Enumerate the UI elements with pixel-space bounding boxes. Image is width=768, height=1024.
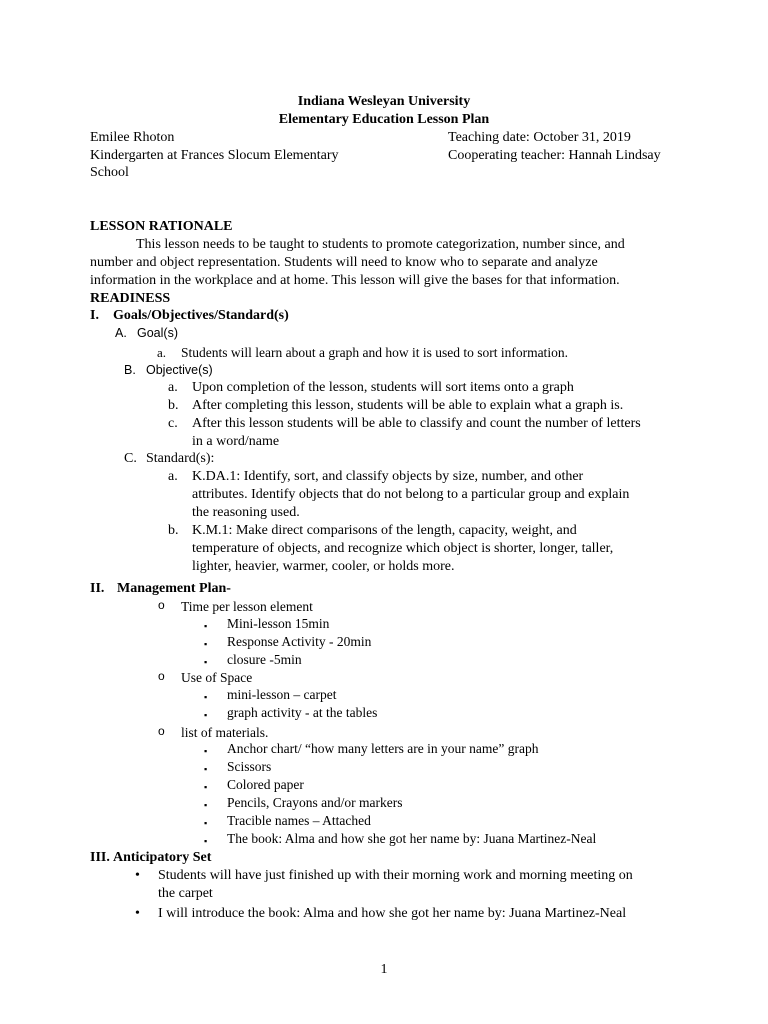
- standard-a-line-1: K.DA.1: Identify, sort, and classify objects by size, number, and other: [192, 469, 584, 484]
- standard-a-letter: a.: [168, 469, 178, 484]
- material-6: The book: Alma and how she got her name by: Juana Martinez-Neal: [227, 831, 597, 846]
- goal-letter: A.: [115, 326, 127, 340]
- square-bullet-icon: ▪: [204, 692, 208, 702]
- objective-c-line-1: After this lesson students will be able to classify and count the number of letters: [192, 416, 641, 431]
- space-item-2: graph activity - at the tables: [227, 705, 378, 720]
- material-5: Tracible names – Attached: [227, 813, 371, 828]
- material-2: Scissors: [227, 759, 272, 774]
- section-1-number: I.: [90, 308, 99, 323]
- standard-letter: C.: [124, 451, 137, 466]
- objective-c-line-2: in a word/name: [192, 434, 280, 449]
- square-bullet-icon: ▪: [204, 710, 208, 720]
- section-2-number: II.: [90, 581, 105, 596]
- page-number: 1: [380, 962, 388, 977]
- plan-title: Elementary Education Lesson Plan: [278, 112, 490, 127]
- square-bullet-icon: ▪: [204, 764, 208, 774]
- time-item-3: closure -5min: [227, 652, 302, 667]
- circle-bullet-icon: o: [158, 669, 165, 683]
- standard-b-line-3: lighter, heavier, warmer, cooler, or holds more.: [192, 559, 455, 574]
- university-title: Indiana Wesleyan University: [297, 94, 471, 109]
- time-item-1: Mini-lesson 15min: [227, 616, 330, 631]
- square-bullet-icon: ▪: [204, 657, 208, 667]
- standard-b-line-1: K.M.1: Make direct comparisons of the length, capacity, weight, and: [192, 523, 577, 538]
- rationale-heading: LESSON RATIONALE: [90, 219, 233, 234]
- material-3: Colored paper: [227, 777, 304, 792]
- objective-heading: Objective(s): [146, 363, 213, 377]
- objective-b-text: After completing this lesson, students will be able to explain what a graph is.: [192, 398, 624, 413]
- standard-heading: Standard(s):: [146, 451, 215, 466]
- square-bullet-icon: ▪: [204, 782, 208, 792]
- square-bullet-icon: ▪: [204, 746, 208, 756]
- teacher-name: Emilee Rhoton: [90, 130, 175, 145]
- space-heading: Use of Space: [181, 670, 253, 685]
- rationale-line-2: number and object representation. Students will need to know who to separate and analyze: [90, 255, 598, 270]
- square-bullet-icon: ▪: [204, 818, 208, 828]
- goal-a-letter: a.: [157, 345, 167, 360]
- time-item-2: Response Activity - 20min: [227, 634, 372, 649]
- rationale-line-1: This lesson needs to be taught to students to promote categorization, number since, and: [136, 237, 625, 252]
- objective-c-letter: c.: [168, 416, 178, 431]
- dot-bullet-icon: •: [135, 868, 140, 883]
- rationale-line-3: information in the workplace and at home. This lesson will give the bases for that information.: [90, 273, 620, 288]
- class-line-2: School: [90, 165, 129, 180]
- goal-a-text: Students will learn about a graph and how it is used to sort information.: [181, 345, 568, 360]
- material-4: Pencils, Crayons and/or markers: [227, 795, 403, 810]
- objective-a-text: Upon completion of the lesson, students will sort items onto a graph: [192, 380, 574, 395]
- section-3-title: Anticipatory Set: [113, 850, 212, 865]
- material-1: Anchor chart/ “how many letters are in your name” graph: [227, 741, 539, 756]
- dot-bullet-icon: •: [135, 906, 140, 921]
- standard-b-line-2: temperature of objects, and recognize which object is shorter, longer, taller,: [192, 541, 614, 556]
- class-line-1: Kindergarten at Frances Slocum Elementary: [90, 148, 339, 163]
- standard-a-line-3: the reasoning used.: [192, 505, 300, 520]
- materials-heading: list of materials.: [181, 725, 269, 740]
- time-heading: Time per lesson element: [181, 599, 313, 614]
- objective-letter: B.: [124, 363, 136, 377]
- readiness-heading: READINESS: [90, 291, 171, 306]
- section-3-number: III.: [90, 850, 110, 865]
- teaching-date: Teaching date: October 31, 2019: [448, 130, 631, 145]
- square-bullet-icon: ▪: [204, 836, 208, 846]
- anticipatory-1-line-2: the carpet: [158, 886, 213, 901]
- cooperating-teacher: Cooperating teacher: Hannah Lindsay: [448, 148, 661, 163]
- square-bullet-icon: ▪: [204, 800, 208, 810]
- square-bullet-icon: ▪: [204, 639, 208, 649]
- standard-b-letter: b.: [168, 523, 179, 538]
- circle-bullet-icon: o: [158, 598, 165, 612]
- objective-a-letter: a.: [168, 380, 178, 395]
- goal-heading: Goal(s): [137, 326, 178, 340]
- section-1-title: Goals/Objectives/Standard(s): [113, 308, 289, 323]
- space-item-1: mini-lesson – carpet: [227, 687, 337, 702]
- square-bullet-icon: ▪: [204, 621, 208, 631]
- anticipatory-1-line-1: Students will have just finished up with their morning work and morning meeting on: [158, 868, 633, 883]
- anticipatory-2-line-1: I will introduce the book: Alma and how she got her name by: Juana Martinez-Neal: [158, 906, 627, 921]
- section-2-title: Management Plan-: [117, 581, 231, 596]
- circle-bullet-icon: o: [158, 724, 165, 738]
- objective-b-letter: b.: [168, 398, 179, 413]
- standard-a-line-2: attributes. Identify objects that do not belong to a particular group and explain: [192, 487, 630, 502]
